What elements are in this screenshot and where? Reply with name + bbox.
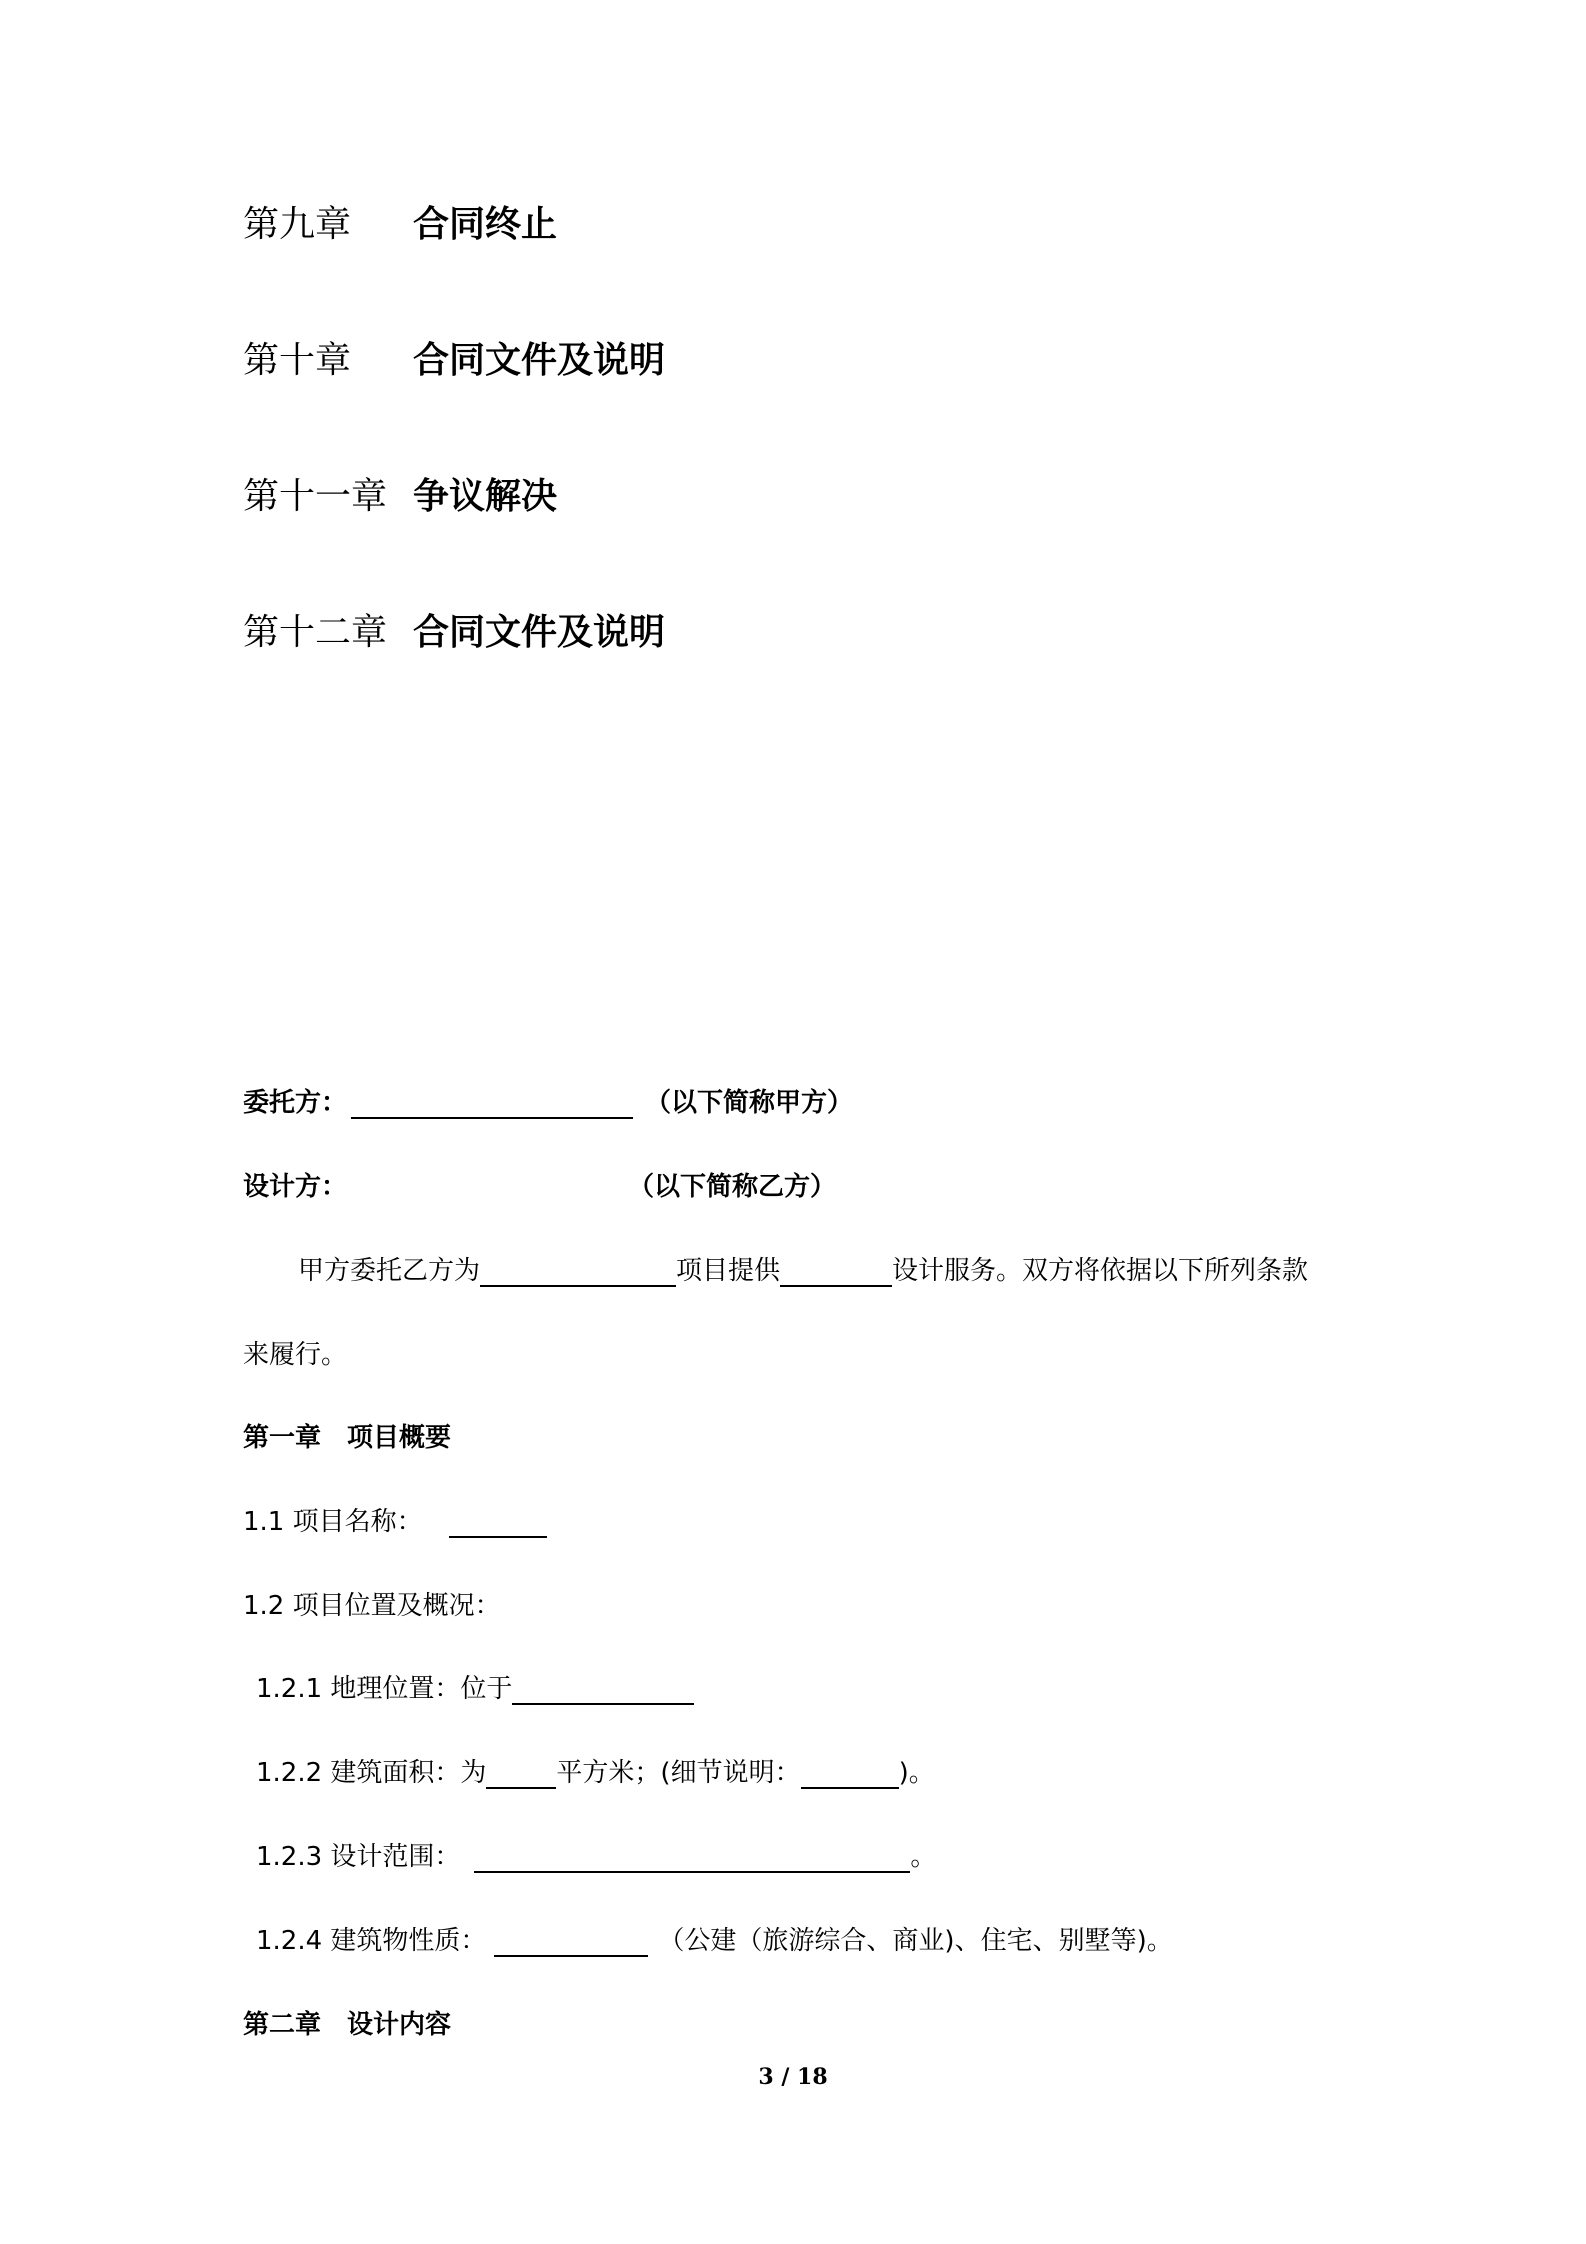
toc-row-chapter-10	[243, 332, 665, 382]
toc-chapter-title: 合同终止	[413, 203, 558, 245]
intro-text-2: 项目提供	[676, 1256, 781, 1286]
page-number: 3 / 18	[758, 2064, 828, 2090]
client-suffix: （以下简称甲方）	[645, 1088, 854, 1118]
item-1-2-2-unit: 平方米；(细节说明：	[556, 1758, 801, 1788]
toc-chapter-title: 合同文件及说明	[413, 611, 666, 653]
project-title-blank[interactable]	[449, 1508, 547, 1538]
intro-text-1: 甲方委托乙方为	[298, 1256, 481, 1286]
item-1-2-4-options: （公建（旅游综合、商业)、住宅、别墅等)。	[658, 1926, 1173, 1956]
toc-row-chapter-12	[243, 604, 665, 654]
chapter-2-heading: 第二章 设计内容	[243, 2010, 452, 2040]
item-1-1	[243, 1501, 547, 1538]
design-scope-blank[interactable]	[474, 1843, 910, 1873]
toc-chapter-number: 第十二章	[243, 611, 388, 653]
toc-chapter-number: 第十章	[243, 339, 352, 381]
toc-chapter-number: 第十一章	[243, 475, 388, 517]
client-name-blank[interactable]	[351, 1089, 633, 1119]
intro-line-2: 来履行。	[243, 1340, 348, 1370]
item-1-2-4	[256, 1920, 1173, 1957]
item-1-2-3-label: 1.2.3 设计范围：	[256, 1842, 461, 1872]
toc-row-chapter-11	[243, 468, 557, 518]
item-1-1-label: 1.1 项目名称：	[243, 1507, 423, 1537]
intro-text-3: 设计服务。双方将依据以下所列条款	[892, 1256, 1309, 1286]
item-1-2-1-label: 1.2.1 地理位置：位于	[256, 1674, 513, 1704]
item-1-2-3-end: 。	[910, 1842, 937, 1872]
project-name-blank[interactable]	[480, 1257, 676, 1287]
area-blank[interactable]	[486, 1759, 556, 1789]
client-line	[243, 1082, 853, 1119]
designer-suffix: （以下简称乙方）	[628, 1172, 837, 1202]
designer-label: 设计方：	[243, 1172, 348, 1202]
building-type-blank[interactable]	[494, 1927, 648, 1957]
item-1-2-2	[256, 1752, 935, 1789]
item-1-2-2-end: )。	[898, 1758, 935, 1788]
item-1-2: 1.2 项目位置及概况：	[243, 1591, 501, 1621]
area-detail-blank[interactable]	[801, 1759, 899, 1789]
client-label: 委托方：	[243, 1088, 348, 1118]
chapter-1-heading: 第一章 项目概要	[243, 1423, 452, 1453]
toc-chapter-title: 争议解决	[413, 475, 558, 517]
item-1-2-3	[256, 1836, 936, 1873]
service-type-blank[interactable]	[780, 1257, 892, 1287]
toc-chapter-number: 第九章	[243, 203, 352, 245]
toc-chapter-title: 合同文件及说明	[413, 339, 666, 381]
item-1-2-4-label: 1.2.4 建筑物性质：	[256, 1926, 487, 1956]
item-1-2-1	[256, 1668, 694, 1705]
location-blank[interactable]	[512, 1675, 694, 1705]
item-1-2-2-label: 1.2.2 建筑面积：为	[256, 1758, 487, 1788]
toc-row-chapter-9	[243, 196, 557, 246]
intro-line-1	[298, 1250, 1308, 1287]
